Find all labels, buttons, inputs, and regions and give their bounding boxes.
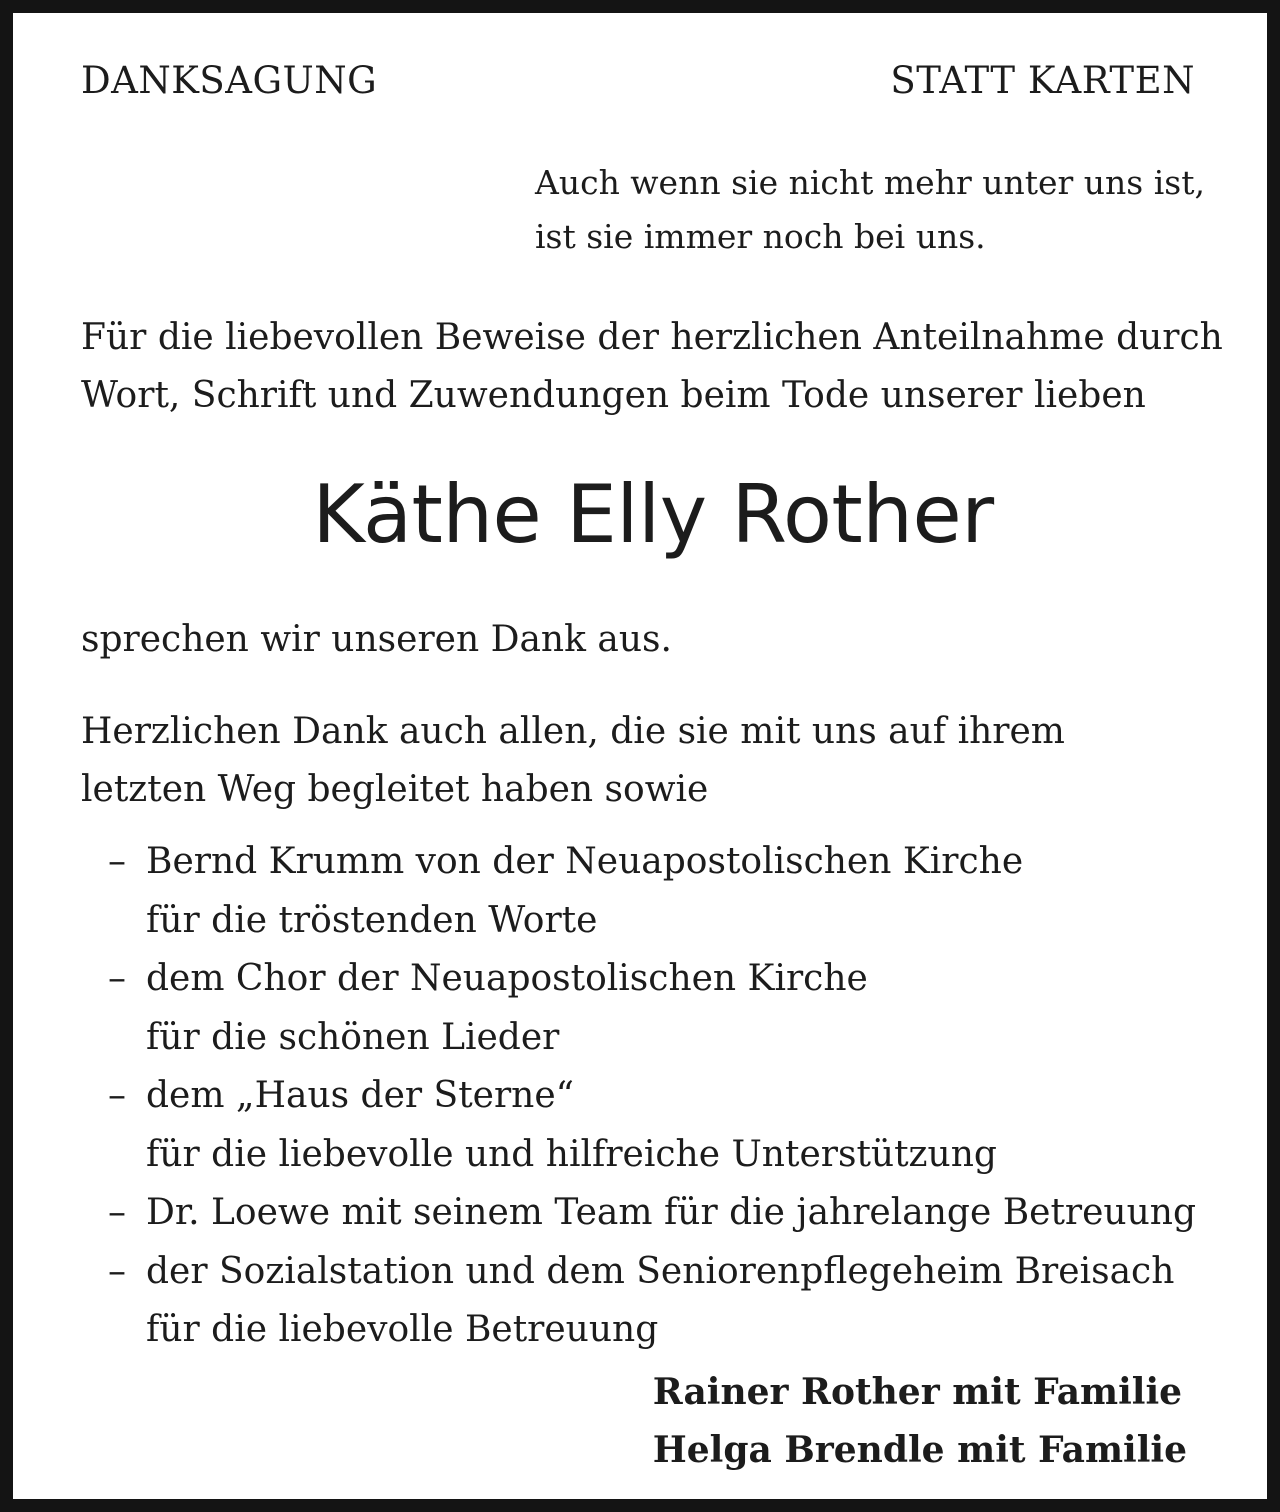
list-item bbox=[108, 833, 1196, 950]
list-item bbox=[108, 1184, 1196, 1243]
motto-quote bbox=[535, 156, 1205, 264]
thanks-line: sprechen wir unseren Dank aus. bbox=[81, 619, 672, 660]
list-item-line-1: dem Chor der Neuapostolischen Kirche bbox=[146, 958, 868, 999]
deceased-name: Käthe Elly Rother bbox=[312, 468, 994, 561]
signatories bbox=[653, 1363, 1187, 1479]
list-item-line-1: der Sozialstation und dem Seniorenpflegeheim Breisach bbox=[146, 1250, 1175, 1292]
list-item-line-1: Dr. Loewe mit seinem Team für die jahrelange Betreuung bbox=[146, 1192, 1197, 1233]
list-item bbox=[108, 1243, 1196, 1360]
thanks-list bbox=[108, 833, 1196, 1360]
signer-2: Helga Brendle mit Familie bbox=[652, 1429, 1187, 1471]
header-statt-karten: STATT KARTEN bbox=[890, 59, 1195, 102]
intro-line-2: Wort, Schrift und Zuwendungen beim Tode unserer lieben bbox=[81, 375, 1146, 416]
list-item-line-2: für die tröstenden Worte bbox=[146, 899, 598, 941]
header-danksagung: DANKSAGUNG bbox=[81, 59, 378, 102]
intro-line-1: Für die liebevollen Beweise der herzlichen Anteilnahme durch bbox=[81, 317, 1223, 358]
list-item-line-1: Bernd Krumm von der Neuapostolischen Kirche bbox=[146, 841, 1024, 882]
dash-bullet: – bbox=[108, 1075, 126, 1116]
also-line-1: Herzlichen Dank auch allen, die sie mit uns auf ihrem bbox=[81, 711, 1065, 752]
intro-paragraph bbox=[81, 309, 1223, 425]
list-item-line-2: für die liebevolle und hilfreiche Unterstützung bbox=[146, 1133, 997, 1175]
motto-line-1: Auch wenn sie nicht mehr unter uns ist, bbox=[535, 163, 1205, 202]
dash-bullet: – bbox=[108, 841, 126, 882]
also-thanks-paragraph bbox=[81, 703, 1065, 819]
also-line-2: letzten Weg begleitet haben sowie bbox=[81, 769, 709, 810]
list-item-line-2: für die schönen Lieder bbox=[146, 1016, 560, 1058]
motto-line-2: ist sie immer noch bei uns. bbox=[535, 217, 986, 256]
dash-bullet: – bbox=[108, 1192, 126, 1233]
signer-1: Rainer Rother mit Familie bbox=[652, 1371, 1183, 1413]
list-item-line-1: dem „Haus der Sterne“ bbox=[146, 1075, 575, 1116]
list-item-line-2: für die liebevolle Betreuung bbox=[146, 1309, 659, 1350]
dash-bullet: – bbox=[108, 1250, 126, 1292]
list-item bbox=[108, 1067, 1196, 1184]
list-item bbox=[108, 950, 1196, 1067]
dash-bullet: – bbox=[108, 958, 126, 999]
